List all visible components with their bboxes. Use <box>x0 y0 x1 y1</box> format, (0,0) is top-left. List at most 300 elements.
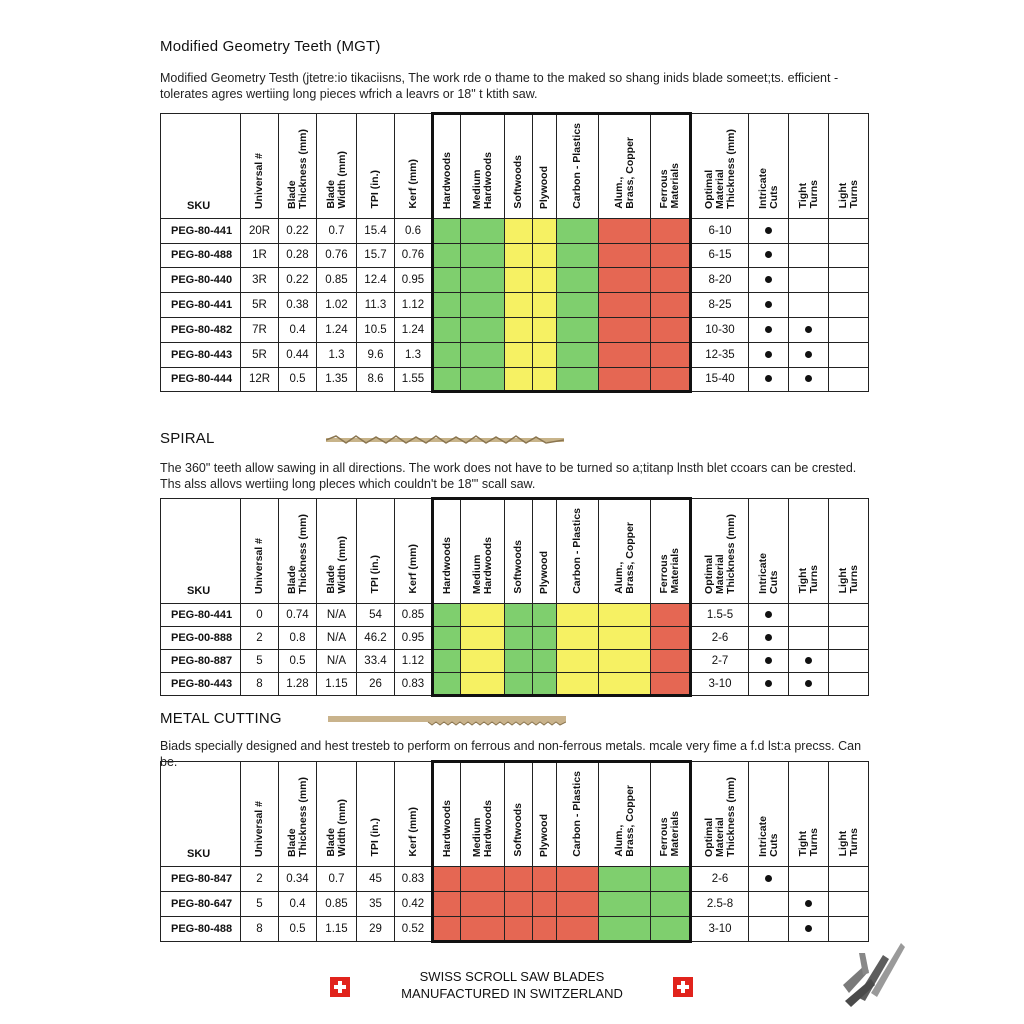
universal-cell: 12R <box>241 367 279 392</box>
material-suitability-cell <box>505 916 533 941</box>
material-suitability-cell <box>557 367 599 392</box>
kerf-cell: 0.85 <box>395 603 433 626</box>
column-header-label: Hardwoods <box>440 151 453 209</box>
optimal-thickness-cell: 2-6 <box>691 626 749 649</box>
material-suitability-cell <box>557 672 599 695</box>
column-header <box>317 762 357 867</box>
footer-line-1: SWISS SCROLL SAW BLADES <box>419 969 605 984</box>
column-header <box>691 762 749 867</box>
tpi-cell: 15.7 <box>357 243 395 268</box>
column-header-label: Universal # <box>253 537 265 594</box>
material-suitability-cell <box>651 603 691 626</box>
material-suitability-cell <box>557 268 599 293</box>
bullet-dot-icon <box>765 351 772 358</box>
column-header <box>691 114 749 219</box>
thickness-cell: 0.38 <box>279 293 317 318</box>
column-header <box>789 114 829 219</box>
column-header-label: Plywood <box>538 813 550 857</box>
column-header <box>533 499 557 604</box>
tight-cell <box>789 672 829 695</box>
optimal-thickness-cell: 15-40 <box>691 367 749 392</box>
tight-cell <box>789 866 829 891</box>
material-suitability-cell <box>505 891 533 916</box>
material-suitability-cell <box>461 891 505 916</box>
column-header-label: TPI (in.) <box>369 818 381 857</box>
optimal-thickness-cell: 3-10 <box>691 672 749 695</box>
column-header-label: Softwoods <box>512 540 524 594</box>
section-description-metal-cutting: Biads specially designed and hest tresteb to perform on ferrous and non-ferrous metals. mcale very fime a f.d lst:a precss. Can be. <box>160 739 862 769</box>
universal-cell: 5R <box>241 293 279 318</box>
intricate-cell <box>749 367 789 392</box>
column-header <box>651 499 691 604</box>
column-header-label: Ferrous Materials <box>658 811 681 857</box>
bullet-dot-icon <box>765 611 772 618</box>
material-suitability-cell <box>599 866 651 891</box>
universal-cell: 0 <box>241 603 279 626</box>
column-header-label: Kerf (mm) <box>406 807 419 857</box>
material-suitability-cell <box>599 317 651 342</box>
tpi-cell: 29 <box>357 916 395 941</box>
material-suitability-cell <box>461 649 505 672</box>
column-header <box>241 762 279 867</box>
material-suitability-cell <box>505 268 533 293</box>
material-suitability-cell <box>651 243 691 268</box>
material-suitability-cell <box>533 268 557 293</box>
column-header: SKU <box>161 762 241 867</box>
tpi-cell: 8.6 <box>357 367 395 392</box>
kerf-cell: 1.12 <box>395 293 433 318</box>
column-header <box>557 499 599 604</box>
material-suitability-cell <box>533 367 557 392</box>
width-cell: 0.7 <box>317 866 357 891</box>
column-header-label: Blade Thickness (mm) <box>285 513 309 594</box>
material-suitability-cell <box>433 293 461 318</box>
tpi-cell: 35 <box>357 891 395 916</box>
width-cell: N/A <box>317 649 357 672</box>
tight-cell <box>789 218 829 243</box>
material-suitability-cell <box>461 916 505 941</box>
tpi-cell: 15.4 <box>357 218 395 243</box>
column-header <box>557 114 599 219</box>
material-suitability-cell <box>557 626 599 649</box>
material-suitability-cell <box>533 293 557 318</box>
width-cell: N/A <box>317 626 357 649</box>
column-header <box>461 762 505 867</box>
material-suitability-cell <box>651 626 691 649</box>
column-header-label: Hardwoods <box>440 536 453 594</box>
tpi-cell: 45 <box>357 866 395 891</box>
material-suitability-cell <box>557 293 599 318</box>
section-description-spiral: The 360" teeth allow sawing in all directions. The work does not have to be turned so a;titanp lnsth blet ccoars can be crested. Ths alss allovs wertiing long pleces which couldn't be 18"' scall saw. <box>160 461 857 491</box>
column-header <box>357 114 395 219</box>
blade-table-metal-cutting <box>160 760 869 943</box>
column-header-label: Alum., Brass, Copper <box>612 522 636 594</box>
bullet-dot-icon <box>805 657 812 664</box>
intricate-cell <box>749 649 789 672</box>
sku-cell: PEG-80-443 <box>161 342 241 367</box>
tight-cell <box>789 649 829 672</box>
light-cell <box>829 342 869 367</box>
column-header-label: Universal # <box>253 152 265 209</box>
material-suitability-cell <box>433 916 461 941</box>
light-cell <box>829 603 869 626</box>
column-header <box>829 762 869 867</box>
table-row <box>161 891 869 916</box>
column-header-label: Ferrous Materials <box>658 548 681 594</box>
bullet-dot-icon <box>765 276 772 283</box>
universal-cell: 7R <box>241 317 279 342</box>
light-cell <box>829 672 869 695</box>
sku-cell: PEG-80-440 <box>161 268 241 293</box>
column-header <box>461 499 505 604</box>
table-row <box>161 342 869 367</box>
material-suitability-cell <box>461 342 505 367</box>
material-suitability-cell <box>533 342 557 367</box>
column-header-label: Light Turns <box>836 180 860 209</box>
material-suitability-cell <box>433 649 461 672</box>
universal-cell: 2 <box>241 866 279 891</box>
section-title-mgt: Modified Geometry Teeth (MGT) <box>160 38 381 55</box>
column-header-label: Hardwoods <box>440 799 453 857</box>
intricate-cell <box>749 317 789 342</box>
column-header-label: Plywood <box>538 165 550 209</box>
material-suitability-cell <box>505 243 533 268</box>
sku-cell: PEG-80-441 <box>161 293 241 318</box>
kerf-cell: 0.83 <box>395 866 433 891</box>
column-header <box>357 499 395 604</box>
kerf-cell: 0.76 <box>395 243 433 268</box>
intricate-cell <box>749 342 789 367</box>
material-suitability-cell <box>599 916 651 941</box>
intricate-cell <box>749 218 789 243</box>
column-header-label: Blade Thickness (mm) <box>285 776 309 857</box>
spiral-blade-image <box>326 434 564 446</box>
blade-table-mgt <box>160 112 869 393</box>
width-cell: 1.02 <box>317 293 357 318</box>
thickness-cell: 0.28 <box>279 243 317 268</box>
bullet-dot-icon <box>805 375 812 382</box>
column-header-label: Tight Turns <box>796 180 820 209</box>
material-suitability-cell <box>599 218 651 243</box>
column-header <box>317 499 357 604</box>
light-cell <box>829 218 869 243</box>
column-header-label: Optimal Material Thickness (mm) <box>702 513 737 594</box>
optimal-thickness-cell: 1.5-5 <box>691 603 749 626</box>
table-row <box>161 367 869 392</box>
material-suitability-cell <box>505 293 533 318</box>
column-header <box>433 499 461 604</box>
material-suitability-cell <box>505 866 533 891</box>
tpi-cell: 11.3 <box>357 293 395 318</box>
material-suitability-cell <box>461 317 505 342</box>
table-row <box>161 268 869 293</box>
material-suitability-cell <box>533 891 557 916</box>
material-suitability-cell <box>651 293 691 318</box>
thickness-cell: 0.5 <box>279 916 317 941</box>
section-description-mgt: Modified Geometry Testh (jtetre:io tikaciisns, The work rde o thame to the maked so shang inids blade someet;ts. efficient - tolerates agres wertiing long pieces wfrich a leavrs or 18" t ktith saw. <box>160 71 839 101</box>
column-header <box>241 499 279 604</box>
column-header <box>395 499 433 604</box>
column-header-label: Softwoods <box>512 155 524 209</box>
kerf-cell: 1.3 <box>395 342 433 367</box>
bullet-dot-icon <box>765 634 772 641</box>
bullet-dot-icon <box>805 925 812 932</box>
thickness-cell: 1.28 <box>279 672 317 695</box>
thickness-cell: 0.34 <box>279 866 317 891</box>
material-suitability-cell <box>557 866 599 891</box>
intricate-cell <box>749 243 789 268</box>
column-header-label: Alum., Brass, Copper <box>612 785 636 857</box>
material-suitability-cell <box>433 268 461 293</box>
optimal-thickness-cell: 10-30 <box>691 317 749 342</box>
width-cell: N/A <box>317 603 357 626</box>
intricate-cell <box>749 603 789 626</box>
column-header-label: Medium Hardwoods <box>470 151 494 209</box>
material-suitability-cell <box>599 672 651 695</box>
tight-cell <box>789 243 829 268</box>
material-suitability-cell <box>599 626 651 649</box>
column-header-label: TPI (in.) <box>369 555 381 594</box>
light-cell <box>829 866 869 891</box>
kerf-cell: 0.6 <box>395 218 433 243</box>
column-header: SKU <box>161 114 241 219</box>
material-suitability-cell <box>433 866 461 891</box>
material-suitability-cell <box>533 243 557 268</box>
material-suitability-cell <box>505 649 533 672</box>
column-header-label: Kerf (mm) <box>406 159 419 209</box>
material-suitability-cell <box>533 218 557 243</box>
table-row <box>161 672 869 695</box>
column-header <box>533 114 557 219</box>
light-cell <box>829 317 869 342</box>
bullet-dot-icon <box>765 657 772 664</box>
kerf-cell: 0.95 <box>395 268 433 293</box>
kerf-cell: 0.95 <box>395 626 433 649</box>
width-cell: 0.7 <box>317 218 357 243</box>
column-header <box>395 762 433 867</box>
column-header <box>691 499 749 604</box>
column-header <box>279 499 317 604</box>
column-header-label: Tight Turns <box>796 565 820 594</box>
material-suitability-cell <box>557 649 599 672</box>
light-cell <box>829 367 869 392</box>
material-suitability-cell <box>651 916 691 941</box>
bullet-dot-icon <box>765 227 772 234</box>
sku-cell: PEG-80-647 <box>161 891 241 916</box>
material-suitability-cell <box>505 672 533 695</box>
material-suitability-cell <box>599 891 651 916</box>
column-header-label: Optimal Material Thickness (mm) <box>702 776 737 857</box>
material-suitability-cell <box>505 218 533 243</box>
tpi-cell: 54 <box>357 603 395 626</box>
material-suitability-cell <box>533 916 557 941</box>
material-suitability-cell <box>505 367 533 392</box>
sku-cell: PEG-00-888 <box>161 626 241 649</box>
optimal-thickness-cell: 3-10 <box>691 916 749 941</box>
optimal-thickness-cell: 12-35 <box>691 342 749 367</box>
column-header-label: Carbon - Plastics <box>571 771 583 857</box>
column-header-label: Medium Hardwoods <box>470 536 494 594</box>
tpi-cell: 10.5 <box>357 317 395 342</box>
material-suitability-cell <box>461 293 505 318</box>
light-cell <box>829 293 869 318</box>
universal-cell: 20R <box>241 218 279 243</box>
material-suitability-cell <box>433 672 461 695</box>
material-suitability-cell <box>505 342 533 367</box>
optimal-thickness-cell: 8-20 <box>691 268 749 293</box>
sku-cell: PEG-80-444 <box>161 367 241 392</box>
column-header <box>749 762 789 867</box>
material-suitability-cell <box>651 649 691 672</box>
table-row <box>161 293 869 318</box>
blades-logo-icon <box>835 935 905 1010</box>
material-suitability-cell <box>505 603 533 626</box>
material-suitability-cell <box>433 342 461 367</box>
material-suitability-cell <box>461 367 505 392</box>
thickness-cell: 0.22 <box>279 218 317 243</box>
column-header-label: Medium Hardwoods <box>470 799 494 857</box>
column-header-label: Blade Width (mm) <box>324 536 348 594</box>
column-header <box>829 499 869 604</box>
material-suitability-cell <box>651 672 691 695</box>
tight-cell <box>789 916 829 941</box>
material-suitability-cell <box>505 317 533 342</box>
sku-cell: PEG-80-887 <box>161 649 241 672</box>
material-suitability-cell <box>461 672 505 695</box>
thickness-cell: 0.4 <box>279 317 317 342</box>
table-header-row <box>161 762 869 867</box>
width-cell: 1.24 <box>317 317 357 342</box>
material-suitability-cell <box>599 649 651 672</box>
column-header <box>317 114 357 219</box>
material-suitability-cell <box>461 268 505 293</box>
thickness-cell: 0.4 <box>279 891 317 916</box>
width-cell: 0.85 <box>317 891 357 916</box>
material-suitability-cell <box>651 891 691 916</box>
tight-cell <box>789 342 829 367</box>
universal-cell: 8 <box>241 672 279 695</box>
table-row <box>161 649 869 672</box>
table-header-row <box>161 114 869 219</box>
material-suitability-cell <box>433 317 461 342</box>
bullet-dot-icon <box>765 375 772 382</box>
material-suitability-cell <box>557 891 599 916</box>
tpi-cell: 12.4 <box>357 268 395 293</box>
sku-cell: PEG-80-482 <box>161 317 241 342</box>
tight-cell <box>789 317 829 342</box>
column-header-label: Intricate Cuts <box>756 167 780 209</box>
material-suitability-cell <box>651 317 691 342</box>
column-header <box>279 762 317 867</box>
sku-cell: PEG-80-488 <box>161 916 241 941</box>
material-suitability-cell <box>533 866 557 891</box>
column-header <box>599 114 651 219</box>
sku-cell: PEG-80-441 <box>161 218 241 243</box>
column-header-label: Blade Width (mm) <box>324 151 348 209</box>
table-row <box>161 916 869 941</box>
tpi-cell: 26 <box>357 672 395 695</box>
width-cell: 1.15 <box>317 916 357 941</box>
material-suitability-cell <box>651 866 691 891</box>
light-cell <box>829 268 869 293</box>
bullet-dot-icon <box>765 301 772 308</box>
column-header-label: TPI (in.) <box>369 170 381 209</box>
material-suitability-cell <box>533 626 557 649</box>
kerf-cell: 0.83 <box>395 672 433 695</box>
table-row <box>161 317 869 342</box>
intricate-cell <box>749 268 789 293</box>
bullet-dot-icon <box>765 251 772 258</box>
light-cell <box>829 626 869 649</box>
light-cell <box>829 891 869 916</box>
column-header-label: Alum., Brass, Copper <box>612 137 636 209</box>
sku-cell: PEG-80-441 <box>161 603 241 626</box>
material-suitability-cell <box>433 626 461 649</box>
column-header-label: Carbon - Plastics <box>571 508 583 594</box>
tight-cell <box>789 891 829 916</box>
bullet-dot-icon <box>805 326 812 333</box>
column-header <box>651 114 691 219</box>
column-header <box>557 762 599 867</box>
column-header <box>395 114 433 219</box>
tight-cell <box>789 626 829 649</box>
kerf-cell: 0.42 <box>395 891 433 916</box>
column-header-label: Blade Thickness (mm) <box>285 128 309 209</box>
universal-cell: 3R <box>241 268 279 293</box>
sku-cell: PEG-80-443 <box>161 672 241 695</box>
kerf-cell: 0.52 <box>395 916 433 941</box>
optimal-thickness-cell: 2-7 <box>691 649 749 672</box>
material-suitability-cell <box>651 268 691 293</box>
intricate-cell <box>749 672 789 695</box>
material-suitability-cell <box>557 342 599 367</box>
column-header: SKU <box>161 499 241 604</box>
material-suitability-cell <box>533 649 557 672</box>
column-header-label: Tight Turns <box>796 828 820 857</box>
column-header-label: Softwoods <box>512 803 524 857</box>
material-suitability-cell <box>557 916 599 941</box>
universal-cell: 5 <box>241 649 279 672</box>
tpi-cell: 9.6 <box>357 342 395 367</box>
material-suitability-cell <box>599 603 651 626</box>
optimal-thickness-cell: 6-10 <box>691 218 749 243</box>
column-header-label: Light Turns <box>836 828 860 857</box>
column-header <box>599 762 651 867</box>
thickness-cell: 0.74 <box>279 603 317 626</box>
section-title-metal-cutting: METAL CUTTING <box>160 710 282 727</box>
material-suitability-cell <box>533 317 557 342</box>
column-header-label: Intricate Cuts <box>756 552 780 594</box>
universal-cell: 5R <box>241 342 279 367</box>
bullet-dot-icon <box>805 351 812 358</box>
column-header <box>357 762 395 867</box>
kerf-cell: 1.55 <box>395 367 433 392</box>
column-header <box>651 762 691 867</box>
material-suitability-cell <box>557 218 599 243</box>
bullet-dot-icon <box>805 900 812 907</box>
universal-cell: 5 <box>241 891 279 916</box>
intricate-cell <box>749 916 789 941</box>
tpi-cell: 33.4 <box>357 649 395 672</box>
material-suitability-cell <box>433 243 461 268</box>
material-suitability-cell <box>533 672 557 695</box>
column-header <box>749 114 789 219</box>
material-suitability-cell <box>433 891 461 916</box>
universal-cell: 1R <box>241 243 279 268</box>
material-suitability-cell <box>505 626 533 649</box>
column-header <box>433 762 461 867</box>
column-header <box>505 114 533 219</box>
